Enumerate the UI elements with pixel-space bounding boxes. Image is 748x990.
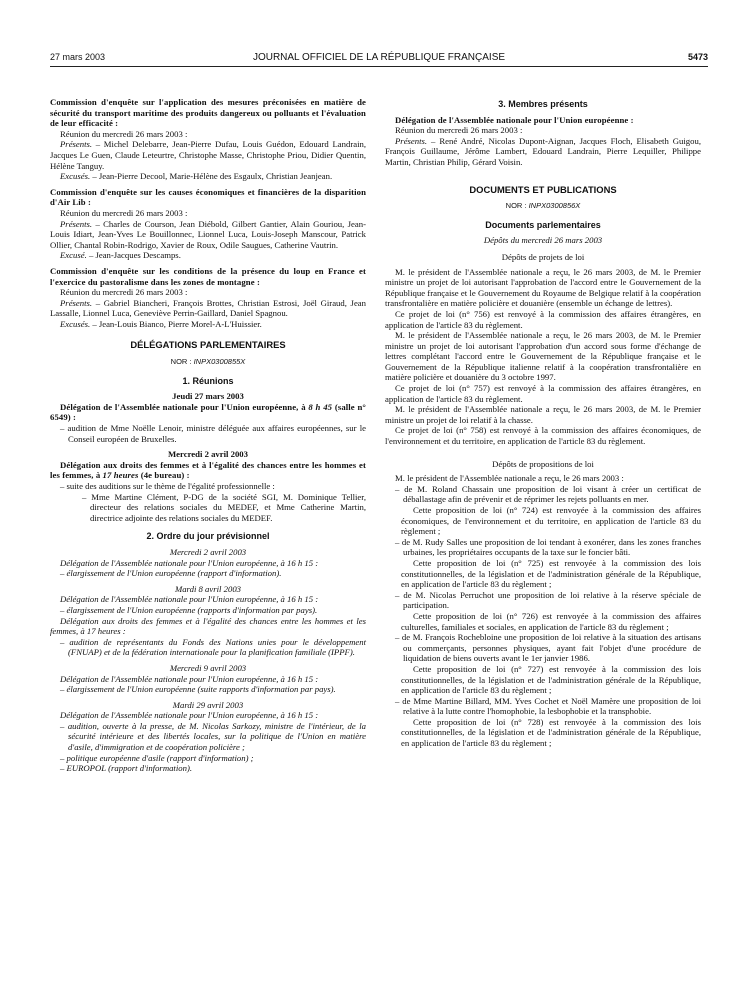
present-list: Présents. – Charles de Courson, Jean Diébold, Gilbert Gantier, Alain Gouriou, Jean-Louis Idiart, Jean-Yves Le Bouillonnec, Lionnel Luca, Louis-Joseph Manscour, Patrick Ollier, Chantal Robin-Rodrigo, Xavier de Roux, Odile Saugues, Catherine Vautrin.	[50, 218, 366, 250]
agenda-item: – audition, ouverte à la presse, de M. Nicolas Sarkozy, ministre de l'intérieur, de la sécurité intérieure et des libertés locales, sur la politique de l'Union en matière d'asile, d'immigration et de coopération policière ;	[60, 720, 366, 753]
present-list: Présents. – René André, Nicolas Dupont-Aignan, Jacques Floch, Elisabeth Guigou, François Guillaume, Jérôme Lambert, Edouard Landrain, Pierre Lequiller, Philippe Martin, Christian Philip, Gérard Voisin.	[385, 135, 701, 167]
deposit-paragraph: Ce projet de loi (n° 757) est renvoyé à la commission des affaires étrangères, en application de l'article 83 du règlement.	[385, 383, 701, 404]
excused-list: Excusés. – Jean-Louis Bianco, Pierre Morel-A-L'Huissier.	[60, 318, 262, 329]
agenda-date: Mercredi 2 avril 2003	[167, 449, 248, 460]
subsection-heading: 2. Ordre du jour prévisionnel	[146, 531, 270, 542]
header-title: JOURNAL OFFICIEL DE LA RÉPUBLIQUE FRANÇAISE	[252, 52, 506, 63]
delegation-name: Délégation de l'Assemblée nationale pour l'Union européenne, à 16 h 15 :	[60, 594, 319, 605]
proposition-referral: Cette proposition de loi (n° 728) est renvoyée à la commission des lois constitutionnelles, de la législation et de l'administration générale de la République, en application de l'article 83 du règlement ;	[401, 716, 701, 749]
page-header	[50, 52, 708, 66]
commission-title: Commission d'enquête sur les conditions de la présence du loup en France et l'exercice du pastoralisme dans les zones de montagne :	[50, 265, 366, 287]
proposition-referral: Cette proposition de loi (n° 726) est renvoyée à la commission des affaires culturelles, familiales et sociales, en application de l'article 83 du règlement ;	[401, 610, 701, 632]
agenda-item: – élargissement de l'Union européenne (rapport d'information).	[60, 568, 282, 579]
delegation-name: Délégation aux droits des femmes et à l'égalité des chances entre les hommes et les femmes, à 17 heures :	[50, 615, 366, 637]
agenda-item: – EUROPOL (rapport d'information).	[60, 763, 193, 774]
proposition-item: – de M. Rudy Salles une proposition de loi tendant à exonérer, dans les zones franches urbaines, les propriétaires occupants de la taxe sur le foncier bâti.	[395, 536, 701, 558]
agenda-date: Mercredi 9 avril 2003	[169, 662, 247, 673]
nor-reference: NOR : INPX0300855X	[170, 357, 246, 367]
excused-list: Excusés. – Jean-Pierre Decool, Marie-Hélène des Esgaulx, Christian Jeanjean.	[60, 171, 333, 182]
subsection-heading: 1. Réunions	[182, 375, 234, 386]
agenda-item: – audition de représentants du Fonds des Nations unies pour le développement (FNUAP) et de la fédération internationale pour la planification familiale (IPPF).	[60, 636, 366, 658]
proposition-item: – de M. Roland Chassain une proposition de loi visant à créer un certificat de déballastage afin de prévenir et de réprimer les rejets polluants en mer.	[395, 483, 701, 505]
commission-title: Commission d'enquête sur l'application des mesures préconisées en matière de sécurité du transport maritime des produits dangereux ou polluants et l'évaluation de leur efficacité :	[50, 97, 366, 129]
meeting-date: Réunion du mercredi 26 mars 2003 :	[60, 207, 188, 218]
header-rule	[50, 66, 708, 67]
deposit-paragraph: M. le président de l'Assemblée nationale a reçu, le 26 mars 2003 :	[395, 473, 624, 484]
header-date: 27 mars 2003	[50, 52, 106, 62]
agenda-item: – élargissement de l'Union européenne (suite rapports d'information par pays).	[60, 684, 336, 695]
excused-list: Excusé. – Jean-Jacques Descamps.	[60, 250, 181, 261]
deposit-paragraph: M. le président de l'Assemblée nationale a reçu, le 26 mars 2003, de M. le Premier ministre un projet de loi autorisant l'approbation d'un accord sous forme d'échange de lettres complétant l'accord entre le Gouvernement de la République française et le Gouvernement de la République italienne relatif à la coopération transfrontalière en matière policière et douanière du 3 octobre 1997.	[385, 330, 701, 383]
deposit-paragraph: M. le président de l'Assemblée nationale a reçu, le 26 mars 2003, de M. le Premier ministre un projet de loi relatif à la chasse.	[385, 404, 701, 425]
delegation-name: Délégation de l'Assemblée nationale pour l'Union européenne :	[395, 114, 634, 125]
proposition-referral: Cette proposition de loi (n° 727) est renvoyée à la commission des lois constitutionnelles, de la législation et de l'administration générale de la République, en application de l'article 83 du règlement ;	[401, 663, 701, 696]
deposit-category: Dépôts de propositions de loi	[492, 458, 594, 469]
agenda-item: – politique européenne d'asile (rapport d'information) ;	[60, 752, 254, 763]
deposit-date: Dépôts du mercredi 26 mars 2003	[483, 235, 603, 246]
header-page-number: 5473	[687, 52, 708, 62]
present-list: Présents. – Michel Delebarre, Jean-Pierre Dufau, Louis Guédon, Edouard Landrain, Jacques Le Guen, Claude Leteurtre, Christophe Masse, Christophe Priou, Didier Quentin, Hélène Tanguy.	[50, 139, 366, 171]
subsection-heading: Documents parlementaires	[485, 219, 601, 230]
delegation-name: Délégation de l'Assemblée nationale pour l'Union européenne, à 16 h 15 :	[60, 557, 319, 568]
delegation-name: Délégation aux droits des femmes et à l'égalité des chances entre les hommes et les femmes, à 17 heures (4e bureau) :	[50, 459, 366, 481]
delegation-name: Délégation de l'Assemblée nationale pour l'Union européenne, à 8 h 45 (salle n° 6549) :	[50, 401, 367, 423]
deposit-paragraph: Ce projet de loi (n° 758) est renvoyé à la commission des affaires économiques, de l'environnement et du territoire, en application de l'article 83 du règlement.	[385, 425, 701, 447]
meeting-date: Réunion du mercredi 26 mars 2003 :	[60, 287, 188, 298]
delegation-name: Délégation de l'Assemblée nationale pour l'Union européenne, à 16 h 15 :	[60, 673, 319, 684]
section-heading: DÉLÉGATIONS PARLEMENTAIRES	[130, 339, 286, 351]
proposition-item: – de M. François Rochebloine une proposition de loi relative à la situation des artisans ou commerçants, personnes physiques, ayant fait l'objet d'une procédure de liquidation de biens ouverts avant le 1er janvier 1986.	[395, 632, 701, 664]
agenda-date: Mardi 29 avril 2003	[172, 699, 244, 710]
agenda-item: – Mme Martine Clément, P-DG de la société SGI, M. Dominique Tellier, directeur des relations sociales du MEDEF, et Mme Catherine Martin, directrice adjointe des relations sociales du MEDEF.	[82, 491, 366, 523]
agenda-date: Jeudi 27 mars 2003	[172, 391, 244, 402]
proposition-referral: Cette proposition de loi (n° 724) est renvoyée à la commission des affaires économiques, de l'environnement et du territoire, en application de l'article 83 du règlement ;	[401, 505, 701, 537]
delegation-name: Délégation de l'Assemblée nationale pour l'Union européenne, à 16 h 15 :	[60, 710, 319, 721]
agenda-item: – suite des auditions sur le thème de l'égalité professionnelle :	[60, 481, 275, 491]
section-heading: DOCUMENTS ET PUBLICATIONS	[469, 183, 617, 195]
left-column	[50, 97, 366, 774]
agenda-date: Mercredi 2 avril 2003	[169, 546, 247, 557]
deposit-category: Dépôts de projets de loi	[501, 251, 585, 262]
nor-reference: NOR : INPX0300856X	[505, 201, 581, 211]
agenda-item: – audition de Mme Noëlle Lenoir, ministre déléguée aux affaires européennes, sur le Conseil européen de Bruxelles.	[60, 423, 366, 444]
commission-title: Commission d'enquête sur les causes économiques et financières de la disparition d'Air Lib :	[50, 186, 366, 208]
present-list: Présents. – Gabriel Biancheri, François Brottes, Christian Estrosi, Joël Giraud, Jean Lassalle, Lionnel Luca, Geneviève Perrin-Gaillard, Daniel Spagnou.	[50, 297, 366, 319]
deposit-paragraph: Ce projet de loi (n° 756) est renvoyé à la commission des affaires étrangères, en application de l'article 83 du règlement.	[385, 308, 701, 330]
proposition-item: – de M. Nicolas Perruchot une proposition de loi relative à la réserve spéciale de participation.	[395, 589, 701, 611]
meeting-date: Réunion du mercredi 26 mars 2003 :	[60, 128, 188, 139]
meeting-date: Réunion du mercredi 26 mars 2003 :	[395, 125, 523, 136]
proposition-referral: Cette proposition de loi (n° 725) est renvoyée à la commission des lois constitutionnelles, de la législation et de l'administration générale de la République, en application de l'article 83 du règlement ;	[401, 557, 701, 590]
agenda-item: – élargissement de l'Union européenne (rapports d'information par pays).	[60, 604, 318, 615]
deposit-paragraph: M. le président de l'Assemblée nationale a reçu, le 26 mars 2003, de M. le Premier ministre un projet de loi autorisant l'approbation de l'accord entre le Gouvernement de la République française et le Gouvernement du Royaume de Belgique relatif à la coopération transfrontalière en matière policière et douanière (ensemble un échange de lettres).	[385, 266, 701, 309]
subsection-heading: 3. Membres présents	[498, 99, 588, 109]
right-column	[385, 97, 701, 749]
agenda-date: Mardi 8 avril 2003	[174, 583, 242, 594]
proposition-item: – de Mme Martine Billard, MM. Yves Cochet et Noël Mamère une proposition de loi relative à la lutte contre l'homophobie, la lesbophobie et la transphobie.	[395, 695, 701, 717]
